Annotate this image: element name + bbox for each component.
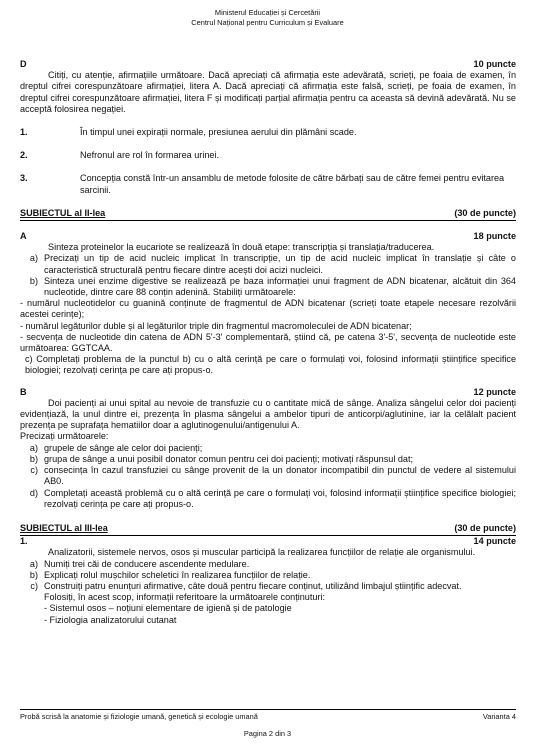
task-marker: a) xyxy=(29,253,38,264)
requirement-line: - numărul nucleotidelor cu guanină conținute de fragmentul de ADN bicatenar (scrieți toate etapele necesare rezolvării acestei cerințe); xyxy=(20,298,516,320)
page-content xyxy=(20,59,516,626)
subject-iii-heading xyxy=(20,523,516,536)
statement-item xyxy=(20,150,516,161)
section-a-heading xyxy=(20,231,516,242)
subject-points: (30 de puncte) xyxy=(454,207,516,218)
task-item xyxy=(20,253,516,275)
task-text: grupele de sânge ale celor doi pacienți; xyxy=(44,442,203,453)
task-item xyxy=(20,465,516,487)
task-item xyxy=(20,454,516,465)
statement-text: Nefronul are rol în formarea urinei. xyxy=(80,150,219,161)
statement-text: În timpul unei expirații normale, presiunea aerului din plămâni scade. xyxy=(80,127,357,138)
content-topic: - Sistemul osos – noțiuni elementare de igienă și de patologie xyxy=(44,603,292,614)
footer-variant: Varianta 4 xyxy=(482,712,516,721)
task-marker: a) xyxy=(29,558,38,569)
section-points: 10 puncte xyxy=(473,59,516,69)
statement-item xyxy=(20,173,516,195)
subject-title: SUBIECTUL al III-lea xyxy=(20,522,108,533)
task-marker: a) xyxy=(29,442,38,453)
requirement-line: - numărul legăturilor duble și al legăturilor triple din fragmentul macromoleculei de ADN bicatenar; xyxy=(20,320,412,331)
subject-ii-heading xyxy=(20,208,516,221)
header-ministry: Ministerul Educației și Cercetării xyxy=(214,8,321,17)
task-text: Explicați rolul mușchilor scheletici în realizarea funcțiilor de relație. xyxy=(44,569,311,580)
page-header xyxy=(0,8,535,27)
task-marker: b) xyxy=(29,275,38,286)
section-d-intro: Citiți, cu atenție, afirmațiile următoare. Dacă apreciați că afirmația este adevărată, scrieți, pe foaia de examen, în dreptul cifrei corespunzătoare afirmației, litera A. Dacă apreciați că afirmația este falsă, scrieți, pe foaia de examen, în dreptul cifrei corespunzătoare afirmației, litera F și modificați parțial afirmația pentru ca aceasta să devină adevărată. Nu se acceptă folosirea negației. xyxy=(20,70,516,114)
section-points: 18 puncte xyxy=(473,231,516,242)
section-points: 12 puncte xyxy=(473,386,516,397)
subject-title: SUBIECTUL al II-lea xyxy=(20,207,106,218)
task-item xyxy=(20,559,516,570)
statement-item xyxy=(20,127,516,138)
subject-points: (30 de puncte) xyxy=(454,522,516,533)
task-marker: d) xyxy=(29,487,38,498)
item-points: 14 puncte xyxy=(473,536,516,547)
page-footer xyxy=(20,709,516,721)
requirement-line: - secvența de nucleotide din catena de ADN 5'-3' complementară, știind că, pe catena 3'-5', secvența de nucleotide este următoarea: GGTCAA. xyxy=(20,331,516,354)
task-text: Numiți trei căi de conducere ascendente medulare. xyxy=(44,558,250,569)
precizati-label: Precizați următoarele: xyxy=(20,431,109,442)
task-item xyxy=(20,276,516,298)
section-letter: D xyxy=(20,59,27,69)
footer-exam-name: Probă scrisă la anatomie și fiziologie umană, genetică și ecologie umană xyxy=(20,712,258,721)
page-number: Pagina 2 din 3 xyxy=(243,729,292,738)
task-c: c) Completați problema de la punctul b) cu o altă cerință pe care o formulați voi, folosind informații științifice specifice biologiei; rezolvați cerința pe care ați propus-o. xyxy=(25,354,516,376)
statement-text: Concepția constă într-un ansamblu de metode folosite de către bărbați sau de către femei pentru evitarea sarcinii. xyxy=(80,173,505,195)
content-topic: - Fiziologia analizatorului cutanat xyxy=(44,614,177,625)
item-1-intro: Analizatorii, sistemele nervos, osos și muscular participă la realizarea funcțiilor de relație ale organismului. xyxy=(48,547,476,558)
section-d-heading xyxy=(20,59,516,70)
task-item xyxy=(20,581,516,592)
task-marker: b) xyxy=(29,453,38,464)
section-b-heading xyxy=(20,387,516,398)
task-text: grupa de sânge a unui posibil donator comun pentru cei doi pacienți; motivați răspunsul dat; xyxy=(44,453,414,464)
item-number: 1. xyxy=(20,536,28,547)
section-a-intro: Sinteza proteinelor la eucariote se realizează în două etape: transcripția și translația/traducerea. xyxy=(48,242,435,253)
task-text: Completați această problemă cu o altă cerință pe care o formulați voi, folosind informații științifice specifice biologiei; rezolvați cerința pe care ați propus-o. xyxy=(44,487,516,509)
section-letter: B xyxy=(20,386,27,397)
task-text: Construiți patru enunțuri afirmative, câte două pentru fiecare conținut, utilizând limbajul științific adecvat. xyxy=(44,580,462,591)
task-marker: b) xyxy=(29,569,38,580)
task-text: Sinteza unei enzime digestive se realizează pe baza informației unui fragment de ADN bicatenar, alcătuit din 364 nucleotide, dintre care 88 conțin adenină. Stabiliți următoarele: xyxy=(44,275,516,298)
task-item xyxy=(20,570,516,581)
task-item xyxy=(20,488,516,510)
statement-number: 1. xyxy=(20,127,28,138)
task-marker: c) xyxy=(30,465,38,476)
header-center: Centrul Național pentru Curriculum și Evaluare xyxy=(191,17,344,27)
section-letter: A xyxy=(20,231,27,242)
task-text: Precizați un tip de acid nucleic implicat în transcripție, un tip de acid nucleic implicat în translație și câte o caracteristică structurală pentru fiecare dintre acești doi acizi nucleici. xyxy=(44,253,516,275)
statement-number: 3. xyxy=(20,173,28,184)
task-item xyxy=(20,443,516,454)
section-b-intro: Doi pacienți ai unui spital au nevoie de transfuzie cu o cantitate mică de sânge. Analiza sângelui celor doi pacienți evidențiază, la unul dintre ei, prezența în plasma sângelui a ambelor tipuri de anticorpi/aglutinine, iar la celălalt pacient prezența pe suprafața hematiilor doar a aglutinogenului/antigenului A. xyxy=(20,397,516,431)
contents-intro: Folosiți, în acest scop, informații referitoare la următoarele conținuturi: xyxy=(44,592,326,603)
task-marker: c) xyxy=(30,580,38,591)
item-1-heading xyxy=(20,536,516,547)
statement-number: 2. xyxy=(20,150,28,161)
task-text: consecința în cazul transfuziei cu sânge provenit de la un donator incompatibil din punctul de vedere al sistemului AB0. xyxy=(44,465,516,487)
